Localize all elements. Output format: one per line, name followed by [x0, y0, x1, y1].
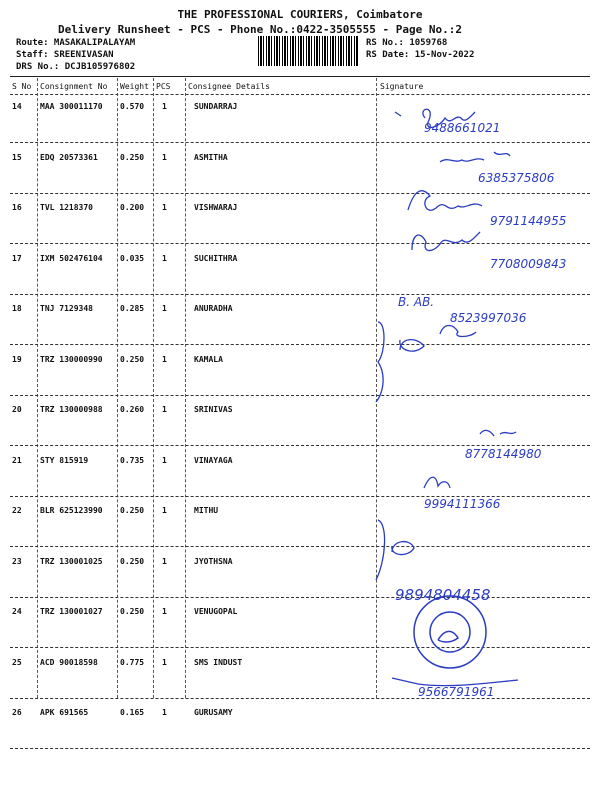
weight-cell: 0.250 [120, 506, 145, 515]
col-header-pcs: PCS [156, 82, 171, 91]
weight-cell: 0.165 [120, 708, 145, 717]
consignment-cell: STY 815919 [40, 455, 89, 465]
weight-cell: 0.250 [120, 556, 145, 566]
consignee-cell: SUCHITHRA [194, 253, 238, 263]
sno-cell: 15 [12, 152, 22, 162]
company-seal-stamp [414, 596, 486, 668]
consignment-cell: TRZ 130001025 [40, 556, 103, 566]
company-title: THE PROFESSIONAL COURIERS, Coimbatore [177, 8, 423, 21]
consignment-cell: TVL 1218370 [40, 203, 93, 212]
handwritten-initials-18: B. AB. [398, 295, 435, 309]
consignment-cell: APK 691565 [40, 708, 89, 717]
consignee-cell: ASMITHA [194, 152, 228, 162]
consignment-cell: BLR 625123990 [40, 506, 103, 515]
pcs-cell: 1 [162, 657, 167, 667]
pcs-cell: 1 [162, 253, 167, 263]
handwritten-phone-18: 8523997036 [450, 311, 527, 325]
consignee-cell: JYOTHSNA [194, 556, 233, 566]
weight-cell: 0.775 [120, 657, 145, 667]
sno-cell: 19 [12, 354, 22, 364]
weight-cell: 0.570 [120, 102, 145, 111]
handwritten-phone-21: 8778144980 [465, 447, 542, 461]
weight-cell: 0.200 [120, 203, 145, 212]
pcs-cell: 1 [162, 102, 167, 111]
consignment-cell: IXM 502476104 [40, 253, 103, 263]
sno-cell: 24 [12, 607, 22, 616]
weight-cell: 0.735 [120, 455, 145, 465]
pcs-cell: 1 [162, 354, 167, 364]
handwritten-phone-14: 9488661021 [424, 121, 501, 135]
sno-cell: 20 [12, 405, 22, 414]
sno-cell: 16 [12, 203, 22, 212]
handwritten-phone-16: 6385375806 [478, 171, 555, 185]
col-header-signature: Signature [380, 82, 424, 91]
consignment-cell: TRZ 130000990 [40, 354, 103, 364]
consignee-cell: VINAYAGA [194, 455, 233, 465]
sno-cell: 25 [12, 657, 22, 667]
weight-cell: 0.285 [120, 304, 145, 313]
pcs-cell: 1 [162, 708, 167, 717]
route-label: Route: MASAKALIPALAYAM [16, 38, 136, 48]
weight-cell: 0.250 [120, 152, 145, 162]
sno-cell: 22 [12, 506, 22, 515]
drs-number: DRS No.: DCJB105976802 [16, 62, 136, 72]
sno-cell: 23 [12, 556, 22, 566]
pcs-cell: 1 [162, 304, 167, 313]
handwritten-phone-24: 9894804458 [395, 586, 491, 604]
handwritten-phone-26: 9566791961 [418, 685, 495, 699]
rs-number: RS No.: 1059768 [366, 38, 448, 48]
consignee-cell: GURUSAMY [194, 708, 233, 717]
handwritten-phone-17: 7708009843 [490, 257, 567, 271]
consignment-cell: TRZ 130000988 [40, 405, 103, 414]
sno-cell: 21 [12, 455, 22, 465]
handwritten-phone-22: 9994111366 [424, 497, 501, 511]
runsheet-subtitle: Delivery Runsheet - PCS - Phone No.:0422-3505555 - Page No.:2 [58, 23, 462, 36]
weight-cell: 0.250 [120, 607, 145, 616]
weight-cell: 0.035 [120, 253, 145, 263]
pcs-cell: 1 [162, 506, 167, 515]
sno-cell: 14 [12, 102, 22, 111]
consignee-cell: ANURADHA [194, 304, 233, 313]
consignment-cell: MAA 300011170 [40, 102, 103, 111]
sno-cell: 17 [12, 253, 22, 263]
consignee-cell: MITHU [194, 506, 219, 515]
weight-cell: 0.260 [120, 405, 145, 414]
sno-cell: 18 [12, 304, 22, 313]
consignee-cell: SMS INDUST [194, 657, 243, 667]
col-header-weight: Weight [120, 82, 149, 91]
consignment-cell: TNJ 7129348 [40, 304, 93, 313]
pcs-cell: 1 [162, 152, 167, 162]
consignee-cell: VENUGOPAL [194, 607, 238, 616]
weight-cell: 0.250 [120, 354, 145, 364]
consignment-cell: TRZ 130001027 [40, 607, 103, 616]
handwritten-phone-16b: 9791144955 [490, 214, 567, 228]
col-header-consignee: Consignee Details [188, 82, 270, 91]
pcs-cell: 1 [162, 405, 167, 414]
pcs-cell: 1 [162, 556, 167, 566]
pcs-cell: 1 [162, 203, 167, 212]
consignee-cell: SUNDARRAJ [194, 102, 238, 111]
sno-cell: 26 [12, 708, 22, 717]
pcs-cell: 1 [162, 455, 167, 465]
consignment-cell: ACD 90018598 [40, 657, 98, 667]
col-header-sno: S No [12, 82, 32, 91]
staff-label: Staff: SREENIVASAN [16, 50, 114, 60]
consignment-cell: EDQ 20573361 [40, 152, 98, 162]
consignee-cell: VISHWARAJ [194, 203, 238, 212]
rs-date: RS Date: 15-Nov-2022 [366, 50, 475, 60]
consignee-cell: SRINIVAS [194, 405, 233, 414]
pcs-cell: 1 [162, 607, 167, 616]
consignee-cell: KAMALA [194, 354, 223, 364]
col-header-consignment: Consignment No [40, 82, 108, 91]
